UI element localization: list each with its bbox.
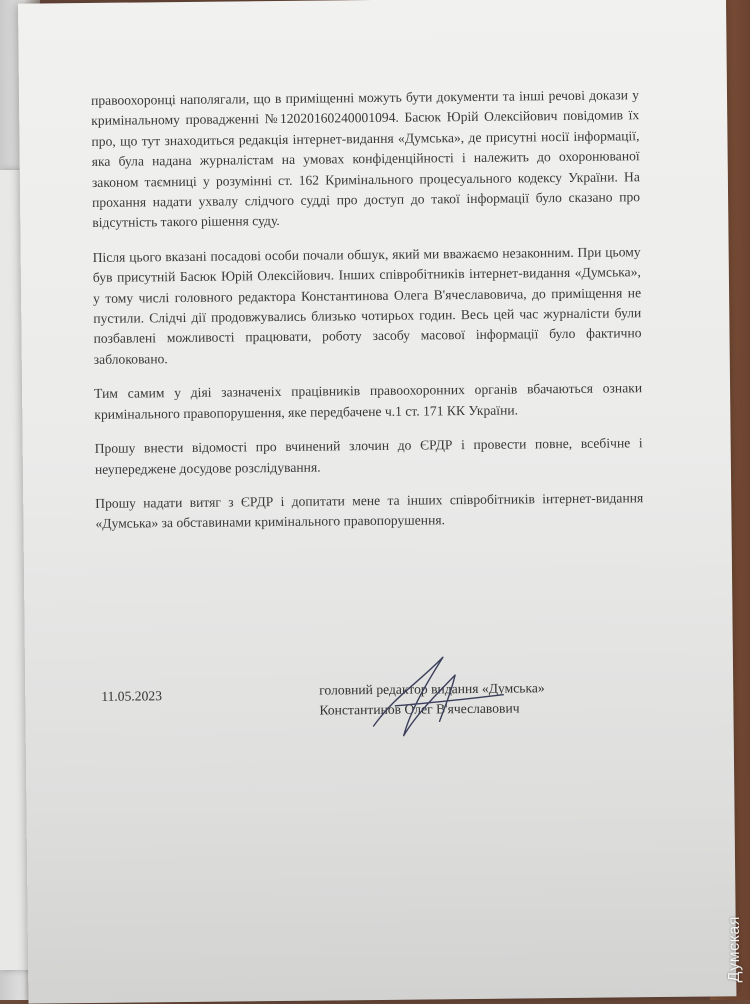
paragraph-5: Прошу надати витяг з ЄРДР і допитати мене та інших співробітників інтернет-видання «Думська» за обставинами кримінального правопорушення. — [95, 490, 644, 532]
signature-block — [97, 677, 658, 743]
document-page — [18, 0, 736, 1004]
paragraph-2: Після цього вказані посадові особи почали обшук, який ми вважаємо незаконним. При цьому був присутній Басюк Юрій Олексійович. Інших співробітників інтернет-видання «Думська», у тому числі головного редактора Константинова Олега В'ячеславовича, до приміщення не пустили. Слідчі дії продовжувались близько чотирьох годин. Весь цей час журналісти були позбавлені можливості працювати, роботу засобу масової інформації було фактично заблоковано. — [92, 244, 642, 367]
document-date: 11.05.2023 — [101, 688, 163, 704]
paragraph-3: Тим самим у діяі зазначеніх працівників правоохоронних органів вбачаються ознаки кримінального правопорушення, яке передбачене ч.1 ст. 171 КК України. — [94, 380, 643, 422]
signer-position: головний редактор видання «Думська» — [319, 680, 545, 698]
watermark: Думская — [726, 915, 743, 982]
document-body — [91, 85, 644, 548]
signer-name: Константинов Олег В'ячеславович — [319, 700, 520, 718]
paragraph-1: правоохоронці наполягали, що в приміщенні можуть бути документи та інші речові докази у кримінальному провадженні №12020160240001094. Басюк Юрій Олексійович повідомив їх про, що тут знаходиться редакція інтернет-видання «Думська», де присутні носії інформації, яка була надана журналістам на умовах конфіденційності і належить до охоронюваної законом таємниці у розумінні ст. 162 Кримінального процесуального кодексу України. На прохання надати ухвалу слідчого судді про доступ до такої інформації було сказано про відсутність такого рішення суду. — [90, 87, 641, 231]
paragraph-4: Прошу внести відомості про вчинений злочин до ЄРДР і провести повне, всебічне і неупереджене досудове розслідування. — [94, 435, 643, 477]
handwritten-signature — [355, 655, 506, 747]
